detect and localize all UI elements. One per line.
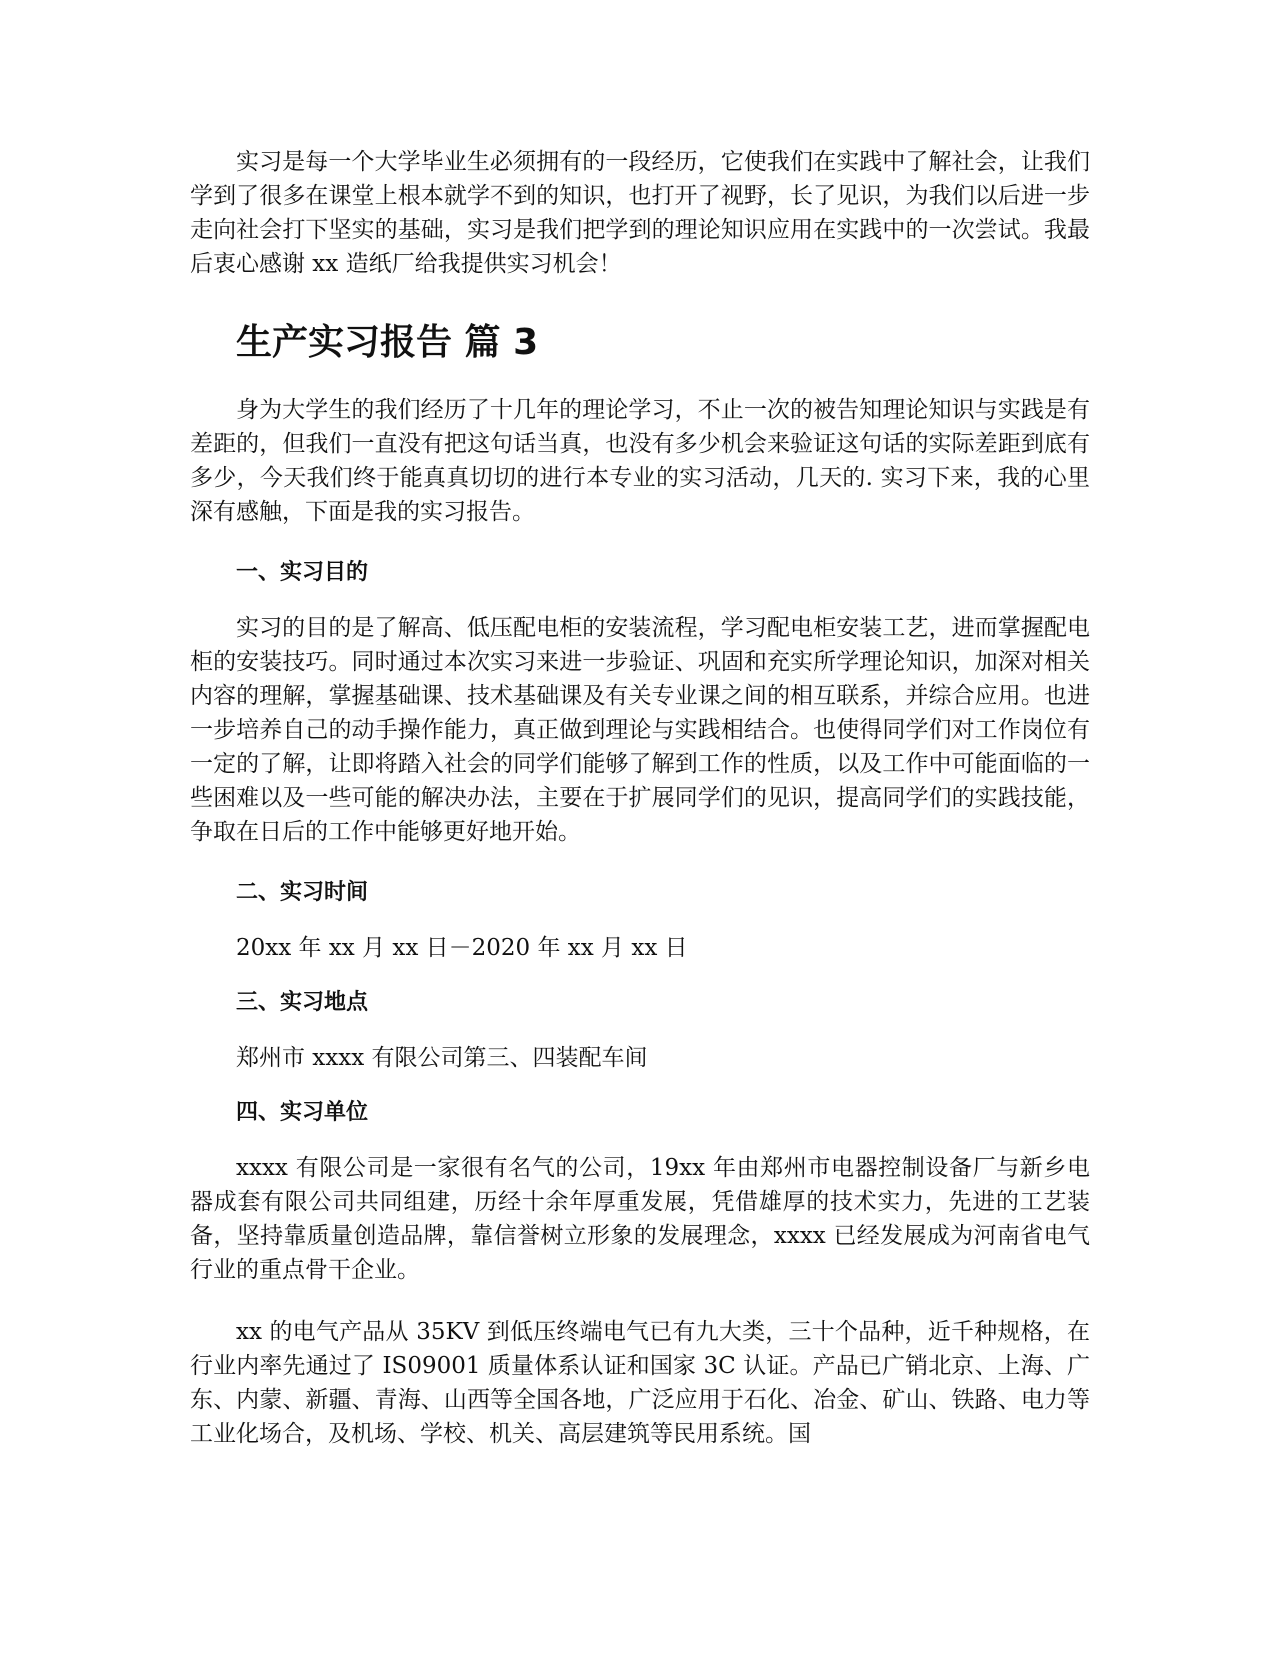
spacer xyxy=(190,365,1090,393)
opening-paragraph: 身为大学生的我们经历了十几年的理论学习，不止一次的被告知理论知识与实践是有差距的，但我们一直没有把这句话当真，也没有多少机会来验证这句话的实际差距到底有多少，今天我们终于能真真切切的进行本专业的实习活动，几天的. 实习下来，我的心里深有感触，下面是我的实习报告。 xyxy=(190,397,1090,525)
section-body-time: 20xx 年 xx 月 xx 日－2020 年 xx 月 xx 日 xyxy=(236,935,688,961)
spacer xyxy=(190,529,1090,557)
intro-paragraph: 实习是每一个大学毕业生必须拥有的一段经历，它使我们在实践中了解社会，让我们学到了很多在课堂上根本就学不到的知识，也打开了视野，长了见识，为我们以后进一步走向社会打下坚实的基础，实习是我们把学到的理论知识应用在实践中的一次尝试。我最后衷心感谢 xx 造纸厂给我提供实习机会！ xyxy=(190,149,1090,277)
spacer xyxy=(190,1019,1090,1041)
spacer xyxy=(190,849,1090,877)
section-body-location: 郑州市 xxxx 有限公司第三、四装配车间 xyxy=(236,1045,648,1071)
spacer xyxy=(190,1287,1090,1315)
section-heading-location: 三、实习地点 xyxy=(236,990,369,1015)
section-body-purpose: 实习的目的是了解高、低压配电柜的安装流程，学习配电柜安装工艺，进而掌握配电柜的安装技巧。同时通过本次实习来进一步验证、巩固和充实所学理论知识，加深对相关内容的理解，掌握基础课、技术基础课及有关专业课之间的相互联系，并综合应用。也进一步培养自己的动手操作能力，真正做到理论与实践相结合。也使得同学们对工作岗位有一定的了解，让即将踏入社会的同学们能够了解到工作的性质，以及工作中可能面临的一些困难以及一些可能的解决办法，主要在于扩展同学们的见识，提高同学们的实践技能，争取在日后的工作中能够更好地开始。 xyxy=(190,615,1090,845)
section-heading-purpose: 一、实习目的 xyxy=(236,560,369,585)
report-title: 生产实习报告 篇 3 xyxy=(236,322,539,363)
section-heading-unit: 四、实习单位 xyxy=(236,1100,369,1125)
document-page xyxy=(190,145,1090,1451)
section-body-unit-1: xxxx 有限公司是一家很有名气的公司，19xx 年由郑州市电器控制设备厂与新乡电器成套有限公司共同组建，历经十余年厚重发展，凭借雄厚的技术实力，先进的工艺装备，坚持靠质量创造品牌，靠信誉树立形象的发展理念，xxxx 已经发展成为河南省电气行业的重点骨干企业。 xyxy=(190,1155,1090,1283)
spacer xyxy=(190,909,1090,931)
spacer xyxy=(190,1075,1090,1097)
section-body-unit-2: xx 的电气产品从 35KV 到低压终端电气已有九大类，三十个品种，近千种规格，在行业内率先通过了 IS09001 质量体系认证和国家 3C 认证。产品已广销北京、上海、广东、内蒙、新疆、青海、山西等全国各地，广泛应用于石化、冶金、矿山、铁路、电力等工业化场合，及机场、学校、机关、高层建筑等民用系统。国 xyxy=(190,1319,1090,1447)
spacer xyxy=(190,281,1090,321)
spacer xyxy=(190,1129,1090,1151)
section-heading-time: 二、实习时间 xyxy=(236,880,369,905)
spacer xyxy=(190,589,1090,611)
spacer xyxy=(190,965,1090,987)
